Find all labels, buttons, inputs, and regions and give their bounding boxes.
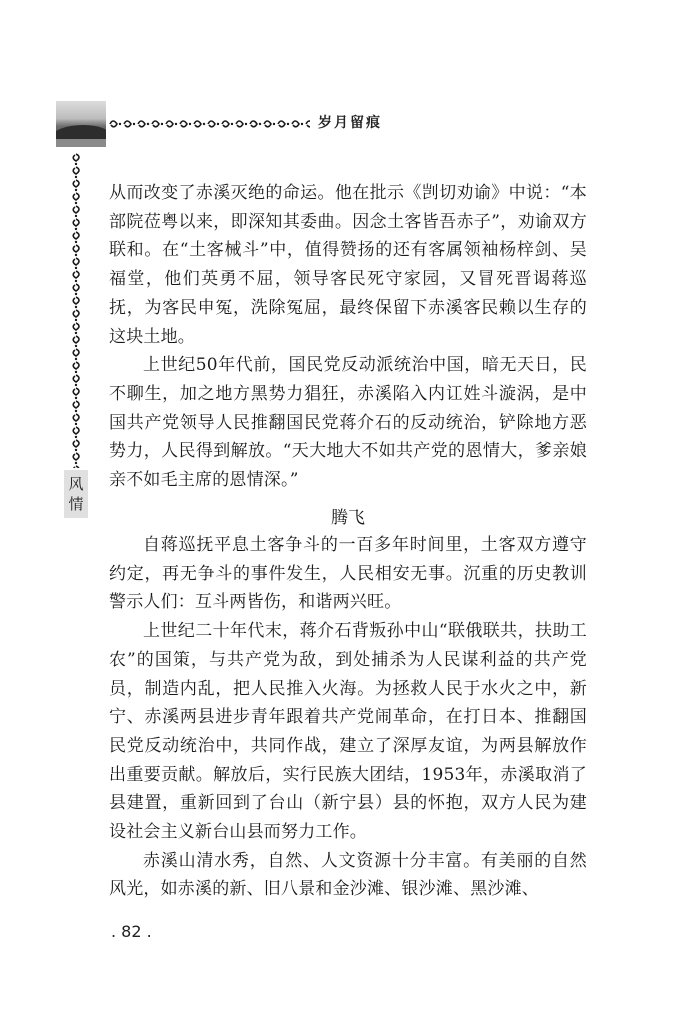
section-tab-char-2: 情 bbox=[68, 495, 84, 513]
scroll-ornament-icon bbox=[106, 117, 310, 131]
paragraph: 赤溪山清水秀，自然、人文资源十分丰富。有美丽的自然风光，如赤溪的新、旧八景和金沙滩、银沙滩、黑沙滩、 bbox=[109, 850, 587, 900]
section-heading: 腾飞 bbox=[331, 508, 365, 528]
running-header-title: 岁月留痕 bbox=[318, 115, 382, 131]
paragraph: 上世纪二十年代末，蒋介石背叛孙中山“联俄联共，扶助工农”的国策，与共产党为敌，到处捕杀为人民谋利益的共产党员，制造内乱，把人民推入火海。为拯救人民于水火之中，新宁、赤溪两县进步青年跟着共产党闹革命，在打日本、推翻国民党反动统治中，共同作战，建立了深厚友谊，为两县解放作出重要贡献。解放后，实行民族大团结，1953年，赤溪取消了县建置，重新回到了台山（新宁县）县的怀抱，双方人民为建设社会主义新台山县而努力工作。 bbox=[109, 621, 587, 843]
section-tab-char-1: 风 bbox=[68, 475, 84, 493]
paragraph: 从而改变了赤溪灭绝的命运。他在批示《剀切劝谕》中说：“本部院莅粤以来，即深知其委曲。因念土客皆吾赤子”，劝谕双方联和。在“土客械斗”中，值得赞扬的还有客属领袖杨梓剑、吴福堂，他们英勇不屈，领导客民死守家园，又冒死晋谒蒋巡抚，为客民申冤，洗除冤屈，最终保留下赤溪客民赖以生存的这块土地。 bbox=[109, 183, 587, 347]
body-text-bottom bbox=[109, 531, 587, 904]
vertical-ornament-icon bbox=[67, 150, 85, 468]
paragraph: 自蒋巡抚平息土客争斗的一百多年时间里，土客双方遵守约定，再无争斗的事件发生，人民相安无事。沉重的历史教训警示人们：互斗两皆伤，和谐两兴旺。 bbox=[109, 535, 587, 613]
paragraph: 上世纪50年代前，国民党反动派统治中国，暗无天日，民不聊生，加之地方黑势力猖狂，赤溪陷入内讧姓斗漩涡，是中国共产党领导人民推翻国民党蒋介石的反动统治，铲除地方恶势力，人民得到解放。“天大地大不如共产党的恩情大，爹亲娘亲不如毛主席的恩情深。” bbox=[109, 355, 587, 491]
section-tab bbox=[64, 470, 88, 518]
landscape-photo-icon bbox=[56, 101, 106, 147]
page-number: . 82 . bbox=[111, 922, 152, 941]
body-text-top bbox=[109, 179, 587, 495]
